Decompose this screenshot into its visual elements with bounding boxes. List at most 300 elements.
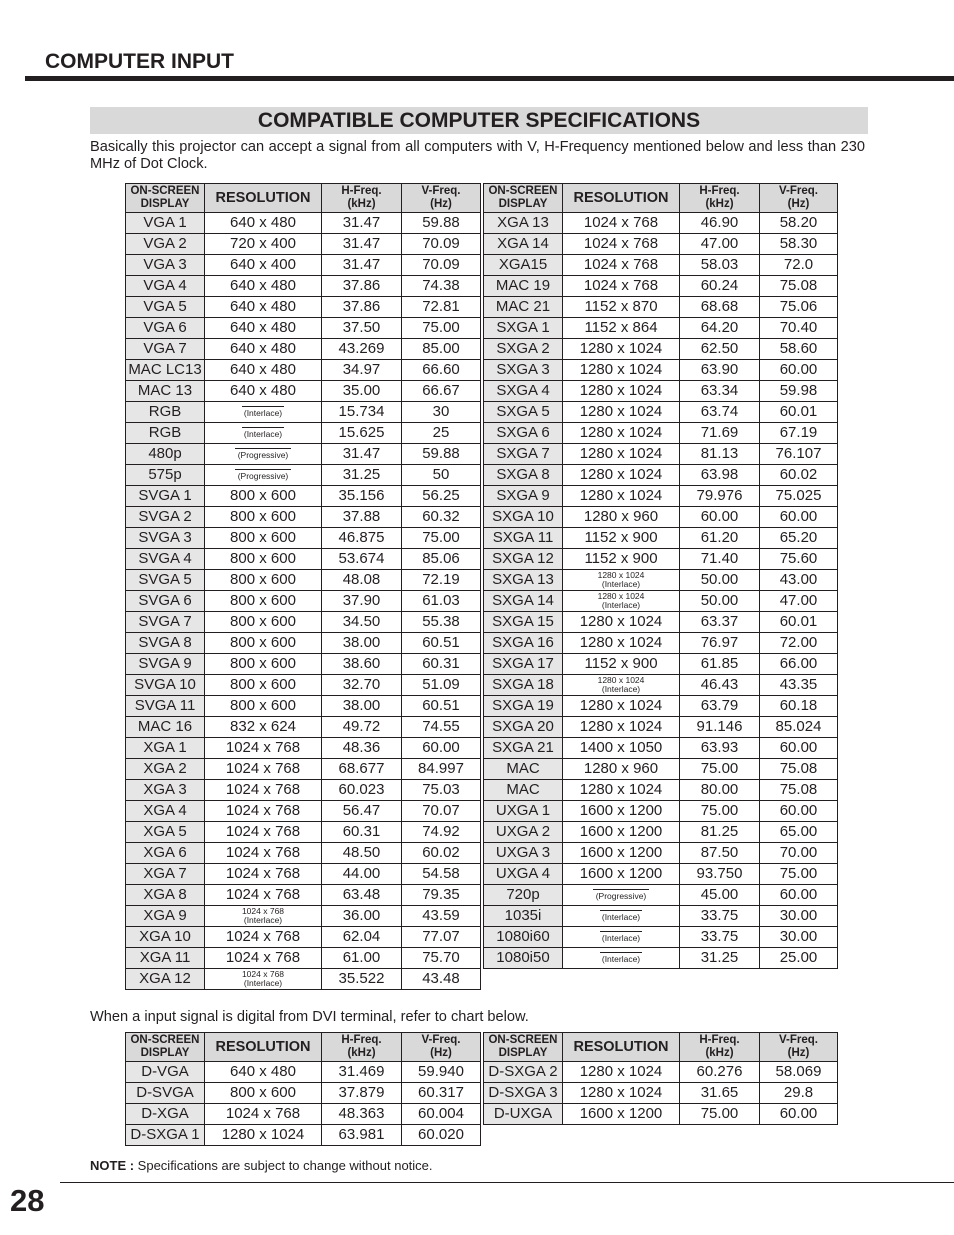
- header-resolution: RESOLUTION: [563, 1033, 680, 1062]
- header-rule: [25, 76, 954, 81]
- cell-vfreq: 65.00: [760, 822, 838, 843]
- table-row: [484, 255, 838, 276]
- cell-display: SXGA 1: [484, 318, 563, 339]
- table-row: [126, 297, 481, 318]
- cell-hfreq: 63.74: [680, 402, 760, 423]
- cell-hfreq: 33.75: [680, 927, 760, 948]
- cell-vfreq: 85.024: [760, 717, 838, 738]
- cell-resolution: [563, 927, 680, 948]
- cell-hfreq: 53.674: [322, 549, 402, 570]
- cell-display: SVGA 4: [126, 549, 205, 570]
- cell-vfreq: 60.18: [760, 696, 838, 717]
- cell-hfreq: 63.90: [680, 360, 760, 381]
- table-row: [484, 948, 838, 969]
- cell-display: VGA 6: [126, 318, 205, 339]
- note-text: Specifications are subject to change without notice.: [134, 1158, 433, 1173]
- table-row: [126, 633, 481, 654]
- cell-display: SXGA 17: [484, 654, 563, 675]
- cell-display: SVGA 2: [126, 507, 205, 528]
- cell-hfreq: 93.750: [680, 864, 760, 885]
- cell-hfreq: 64.20: [680, 318, 760, 339]
- cell-hfreq: 63.34: [680, 381, 760, 402]
- cell-vfreq: 79.35: [402, 885, 481, 906]
- cell-display: XGA 9: [126, 906, 205, 927]
- cell-hfreq: 60.24: [680, 276, 760, 297]
- table-row: [484, 675, 838, 696]
- table-row: [484, 486, 838, 507]
- cell-display: SXGA 12: [484, 549, 563, 570]
- cell-display: D-XGA: [126, 1104, 205, 1125]
- cell-resolution: 800 x 600: [205, 633, 322, 654]
- footnote: [90, 1158, 433, 1173]
- cell-hfreq: 48.36: [322, 738, 402, 759]
- resolution-value: 1024 x 768: [241, 906, 285, 916]
- cell-resolution: 720 x 400: [205, 234, 322, 255]
- cell-vfreq: 59.940: [402, 1062, 481, 1083]
- cell-vfreq: 74.55: [402, 717, 481, 738]
- cell-resolution: [563, 570, 680, 591]
- cell-vfreq: 75.025: [760, 486, 838, 507]
- table-row: [484, 234, 838, 255]
- cell-resolution: 1024 x 768: [205, 822, 322, 843]
- table-row: [484, 549, 838, 570]
- cell-vfreq: 60.317: [402, 1083, 481, 1104]
- table-row: [126, 591, 481, 612]
- cell-resolution: 800 x 600: [205, 549, 322, 570]
- cell-vfreq: 50: [402, 465, 481, 486]
- cell-hfreq: 68.677: [322, 759, 402, 780]
- cell-resolution: 1280 x 1024: [563, 339, 680, 360]
- cell-display: XGA 5: [126, 822, 205, 843]
- cell-vfreq: 51.09: [402, 675, 481, 696]
- table-row: [126, 276, 481, 297]
- table-row: [484, 1062, 838, 1083]
- table-row: [484, 465, 838, 486]
- cell-vfreq: 30.00: [760, 927, 838, 948]
- cell-vfreq: 60.51: [402, 633, 481, 654]
- cell-display: VGA 4: [126, 276, 205, 297]
- cell-hfreq: 31.25: [680, 948, 760, 969]
- cell-display: XGA 10: [126, 927, 205, 948]
- cell-display: 1080i60: [484, 927, 563, 948]
- cell-display: 575p: [126, 465, 205, 486]
- cell-display: MAC 19: [484, 276, 563, 297]
- cell-display: SXGA 14: [484, 591, 563, 612]
- cell-resolution: 1280 x 1024: [563, 1062, 680, 1083]
- cell-display: XGA 14: [484, 234, 563, 255]
- cell-display: SXGA 10: [484, 507, 563, 528]
- cell-display: D-VGA: [126, 1062, 205, 1083]
- scan-mode-label: (Interlace): [601, 684, 641, 694]
- cell-resolution: 800 x 600: [205, 591, 322, 612]
- cell-hfreq: 36.00: [322, 906, 402, 927]
- scan-mode-label: (Interlace): [243, 978, 283, 988]
- cell-hfreq: 37.88: [322, 507, 402, 528]
- cell-hfreq: 62.50: [680, 339, 760, 360]
- cell-display: 720p: [484, 885, 563, 906]
- cell-hfreq: 63.98: [680, 465, 760, 486]
- cell-vfreq: 30.00: [760, 906, 838, 927]
- cell-display: VGA 1: [126, 213, 205, 234]
- cell-display: 1080i50: [484, 948, 563, 969]
- cell-resolution: [563, 675, 680, 696]
- dvi-intro: When a input signal is digital from DVI terminal, refer to chart below.: [90, 1009, 529, 1025]
- cell-vfreq: 30: [402, 402, 481, 423]
- cell-hfreq: 50.00: [680, 591, 760, 612]
- table-row: [484, 843, 838, 864]
- cell-hfreq: 38.00: [322, 696, 402, 717]
- cell-hfreq: 91.146: [680, 717, 760, 738]
- cell-display: D-UXGA: [484, 1104, 563, 1125]
- table-row: [126, 444, 481, 465]
- cell-vfreq: 25.00: [760, 948, 838, 969]
- cell-vfreq: 60.00: [760, 801, 838, 822]
- table-row: [126, 528, 481, 549]
- cell-hfreq: 31.65: [680, 1083, 760, 1104]
- dvi-table-left: [125, 1032, 481, 1146]
- cell-hfreq: 44.00: [322, 864, 402, 885]
- cell-hfreq: 50.00: [680, 570, 760, 591]
- table-header-row: [126, 184, 481, 213]
- cell-resolution: 640 x 480: [205, 297, 322, 318]
- resolution-value: 1280 x 1024: [597, 570, 645, 580]
- cell-hfreq: 46.43: [680, 675, 760, 696]
- table-header-row: [484, 1033, 838, 1062]
- cell-hfreq: 60.00: [680, 507, 760, 528]
- table-row: [484, 507, 838, 528]
- cell-hfreq: 35.156: [322, 486, 402, 507]
- table-row: [484, 864, 838, 885]
- cell-resolution: 1280 x 1024: [563, 402, 680, 423]
- cell-display: SVGA 11: [126, 696, 205, 717]
- cell-resolution: 1024 x 768: [563, 255, 680, 276]
- cell-vfreq: 60.00: [760, 507, 838, 528]
- cell-resolution: 1152 x 864: [563, 318, 680, 339]
- cell-display: SXGA 16: [484, 633, 563, 654]
- cell-resolution: 640 x 480: [205, 381, 322, 402]
- cell-resolution: 1280 x 1024: [563, 381, 680, 402]
- table-row: [126, 675, 481, 696]
- cell-hfreq: 56.47: [322, 801, 402, 822]
- cell-resolution: 1280 x 1024: [563, 486, 680, 507]
- table-row: [484, 360, 838, 381]
- table-row: [126, 696, 481, 717]
- cell-display: UXGA 1: [484, 801, 563, 822]
- cell-resolution: 1024 x 768: [563, 213, 680, 234]
- cell-display: XGA 4: [126, 801, 205, 822]
- table-header-row: [484, 184, 838, 213]
- cell-resolution: 640 x 480: [205, 276, 322, 297]
- cell-resolution: [205, 906, 322, 927]
- cell-resolution: 1280 x 1024: [563, 612, 680, 633]
- cell-hfreq: 31.47: [322, 213, 402, 234]
- cell-resolution: 640 x 400: [205, 255, 322, 276]
- cell-hfreq: 34.50: [322, 612, 402, 633]
- cell-vfreq: 60.02: [402, 843, 481, 864]
- cell-hfreq: 37.86: [322, 276, 402, 297]
- cell-resolution: 832 x 624: [205, 717, 322, 738]
- cell-vfreq: 75.00: [402, 528, 481, 549]
- table-row: [126, 927, 481, 948]
- table-row: [126, 906, 481, 927]
- cell-resolution: 800 x 600: [205, 696, 322, 717]
- cell-resolution: [205, 402, 322, 423]
- table-row: [126, 738, 481, 759]
- cell-vfreq: 67.19: [760, 423, 838, 444]
- scan-mode-label: (Interlace): [243, 915, 283, 925]
- header-vfreq: V-Freq. (Hz): [760, 1033, 838, 1062]
- table-row: [126, 1104, 481, 1125]
- cell-resolution: 1600 x 1200: [563, 1104, 680, 1125]
- cell-hfreq: 61.85: [680, 654, 760, 675]
- cell-vfreq: 74.92: [402, 822, 481, 843]
- table-row: [484, 339, 838, 360]
- cell-vfreq: 66.60: [402, 360, 481, 381]
- cell-vfreq: 60.02: [760, 465, 838, 486]
- table-row: [484, 654, 838, 675]
- cell-vfreq: 43.48: [402, 969, 481, 990]
- table-row: [484, 633, 838, 654]
- page-title: COMPATIBLE COMPUTER SPECIFICATIONS: [90, 107, 868, 134]
- table-row: [126, 465, 481, 486]
- cell-resolution: 800 x 600: [205, 528, 322, 549]
- cell-hfreq: 76.97: [680, 633, 760, 654]
- cell-hfreq: 43.269: [322, 339, 402, 360]
- cell-resolution: 1280 x 1024: [563, 717, 680, 738]
- table-row: [126, 654, 481, 675]
- cell-resolution: 1024 x 768: [205, 885, 322, 906]
- cell-hfreq: 60.276: [680, 1062, 760, 1083]
- table-row: [126, 486, 481, 507]
- cell-hfreq: 63.48: [322, 885, 402, 906]
- table-row: [126, 612, 481, 633]
- cell-display: SXGA 18: [484, 675, 563, 696]
- cell-display: VGA 7: [126, 339, 205, 360]
- cell-vfreq: 70.00: [760, 843, 838, 864]
- cell-vfreq: 47.00: [760, 591, 838, 612]
- cell-resolution: 640 x 480: [205, 360, 322, 381]
- cell-display: SVGA 7: [126, 612, 205, 633]
- cell-display: SXGA 15: [484, 612, 563, 633]
- intro-paragraph: Basically this projector can accept a signal from all computers with V, H-Frequency mentioned below and less than 230 MHz of Dot Clock.: [90, 139, 865, 172]
- cell-resolution: 1280 x 1024: [563, 423, 680, 444]
- cell-hfreq: 48.50: [322, 843, 402, 864]
- cell-resolution: 1024 x 768: [205, 948, 322, 969]
- cell-display: XGA 8: [126, 885, 205, 906]
- table-row: [126, 885, 481, 906]
- table-row: [484, 927, 838, 948]
- cell-display: RGB: [126, 423, 205, 444]
- cell-vfreq: 85.06: [402, 549, 481, 570]
- table-row: [484, 906, 838, 927]
- cell-resolution: 800 x 600: [205, 507, 322, 528]
- cell-vfreq: 56.25: [402, 486, 481, 507]
- cell-hfreq: 46.875: [322, 528, 402, 549]
- cell-vfreq: 58.069: [760, 1062, 838, 1083]
- table-row: [484, 213, 838, 234]
- header-resolution: RESOLUTION: [205, 1033, 322, 1062]
- cell-hfreq: 31.47: [322, 444, 402, 465]
- table-row: [126, 255, 481, 276]
- cell-resolution: 1152 x 870: [563, 297, 680, 318]
- cell-vfreq: 74.38: [402, 276, 481, 297]
- cell-resolution: 1280 x 1024: [205, 1125, 322, 1146]
- cell-display: XGA15: [484, 255, 563, 276]
- cell-hfreq: 45.00: [680, 885, 760, 906]
- table-row: [126, 234, 481, 255]
- cell-resolution: 1400 x 1050: [563, 738, 680, 759]
- table-row: [484, 738, 838, 759]
- table-row: [126, 948, 481, 969]
- cell-vfreq: 70.09: [402, 255, 481, 276]
- header-display: ON-SCREEN DISPLAY: [126, 184, 205, 213]
- table-row: [126, 339, 481, 360]
- table-row: [126, 822, 481, 843]
- cell-hfreq: 32.70: [322, 675, 402, 696]
- cell-vfreq: 60.020: [402, 1125, 481, 1146]
- cell-vfreq: 59.88: [402, 213, 481, 234]
- cell-resolution: 1600 x 1200: [563, 822, 680, 843]
- table-row: [484, 696, 838, 717]
- cell-vfreq: 60.01: [760, 402, 838, 423]
- cell-resolution: 1152 x 900: [563, 528, 680, 549]
- table-row: [126, 507, 481, 528]
- cell-resolution: 1024 x 768: [205, 843, 322, 864]
- cell-display: SXGA 4: [484, 381, 563, 402]
- cell-display: SVGA 5: [126, 570, 205, 591]
- cell-display: XGA 11: [126, 948, 205, 969]
- cell-hfreq: 68.68: [680, 297, 760, 318]
- cell-vfreq: 29.8: [760, 1083, 838, 1104]
- cell-hfreq: 15.625: [322, 423, 402, 444]
- cell-vfreq: 65.20: [760, 528, 838, 549]
- cell-vfreq: 54.58: [402, 864, 481, 885]
- cell-display: VGA 5: [126, 297, 205, 318]
- scan-mode-label: (Interlace): [243, 429, 283, 439]
- cell-resolution: 1024 x 768: [205, 801, 322, 822]
- resolution-value: 1280 x 1024: [597, 591, 645, 601]
- cell-hfreq: 48.08: [322, 570, 402, 591]
- table-row: [484, 759, 838, 780]
- table-row: [484, 801, 838, 822]
- cell-display: SXGA 3: [484, 360, 563, 381]
- scan-mode-label: (Progressive): [235, 469, 291, 481]
- cell-vfreq: 60.00: [760, 1104, 838, 1125]
- scan-mode-label: (Interlace): [601, 933, 641, 943]
- cell-hfreq: 37.90: [322, 591, 402, 612]
- cell-vfreq: 75.00: [760, 864, 838, 885]
- cell-vfreq: 72.81: [402, 297, 481, 318]
- page-number: 28: [10, 1183, 45, 1218]
- cell-vfreq: 60.00: [760, 885, 838, 906]
- table-row: [126, 423, 481, 444]
- cell-resolution: 640 x 480: [205, 1062, 322, 1083]
- cell-resolution: 1152 x 900: [563, 549, 680, 570]
- table-row: [484, 885, 838, 906]
- cell-vfreq: 60.00: [402, 738, 481, 759]
- cell-hfreq: 31.469: [322, 1062, 402, 1083]
- cell-vfreq: 75.70: [402, 948, 481, 969]
- cell-resolution: 800 x 600: [205, 654, 322, 675]
- header-hfreq: H-Freq. (kHz): [322, 184, 402, 213]
- cell-display: XGA 12: [126, 969, 205, 990]
- header-display: ON-SCREEN DISPLAY: [484, 184, 563, 213]
- table-row: [484, 444, 838, 465]
- cell-display: VGA 2: [126, 234, 205, 255]
- scan-mode-label: (Interlace): [601, 912, 641, 922]
- cell-hfreq: 71.40: [680, 549, 760, 570]
- cell-resolution: 1280 x 1024: [563, 633, 680, 654]
- cell-hfreq: 38.60: [322, 654, 402, 675]
- cell-hfreq: 61.20: [680, 528, 760, 549]
- spec-table-left: [125, 183, 481, 990]
- header-hfreq: H-Freq. (kHz): [322, 1033, 402, 1062]
- cell-hfreq: 37.86: [322, 297, 402, 318]
- cell-vfreq: 59.98: [760, 381, 838, 402]
- cell-vfreq: 77.07: [402, 927, 481, 948]
- cell-resolution: [205, 969, 322, 990]
- cell-resolution: 800 x 600: [205, 675, 322, 696]
- cell-display: SVGA 10: [126, 675, 205, 696]
- cell-hfreq: 71.69: [680, 423, 760, 444]
- cell-vfreq: 75.00: [402, 318, 481, 339]
- cell-display: MAC 21: [484, 297, 563, 318]
- cell-hfreq: 63.981: [322, 1125, 402, 1146]
- scan-mode-label: (Progressive): [593, 889, 649, 901]
- cell-hfreq: 33.75: [680, 906, 760, 927]
- cell-display: SXGA 19: [484, 696, 563, 717]
- cell-resolution: 1600 x 1200: [563, 864, 680, 885]
- table-row: [126, 759, 481, 780]
- header-hfreq: H-Freq. (kHz): [680, 184, 760, 213]
- cell-vfreq: 58.20: [760, 213, 838, 234]
- table-row: [484, 1083, 838, 1104]
- cell-hfreq: 49.72: [322, 717, 402, 738]
- cell-resolution: 1280 x 1024: [563, 465, 680, 486]
- cell-vfreq: 76.107: [760, 444, 838, 465]
- cell-display: SXGA 6: [484, 423, 563, 444]
- cell-vfreq: 60.31: [402, 654, 481, 675]
- cell-resolution: 1280 x 1024: [563, 1083, 680, 1104]
- cell-display: XGA 1: [126, 738, 205, 759]
- cell-vfreq: 61.03: [402, 591, 481, 612]
- table-row: [126, 360, 481, 381]
- header-resolution: RESOLUTION: [563, 184, 680, 213]
- cell-vfreq: 72.0: [760, 255, 838, 276]
- table-row: [126, 969, 481, 990]
- cell-display: SVGA 3: [126, 528, 205, 549]
- table-row: [484, 381, 838, 402]
- cell-hfreq: 62.04: [322, 927, 402, 948]
- cell-display: MAC 13: [126, 381, 205, 402]
- resolution-value: 1280 x 1024: [597, 675, 645, 685]
- cell-vfreq: 59.88: [402, 444, 481, 465]
- cell-hfreq: 46.90: [680, 213, 760, 234]
- cell-hfreq: 34.97: [322, 360, 402, 381]
- cell-hfreq: 31.47: [322, 234, 402, 255]
- scan-mode-label: (Progressive): [235, 448, 291, 460]
- cell-vfreq: 70.07: [402, 801, 481, 822]
- cell-resolution: 1024 x 768: [205, 759, 322, 780]
- cell-display: UXGA 2: [484, 822, 563, 843]
- cell-display: SVGA 1: [126, 486, 205, 507]
- cell-vfreq: 72.19: [402, 570, 481, 591]
- table-row: [126, 780, 481, 801]
- cell-resolution: [205, 444, 322, 465]
- section-title: COMPUTER INPUT: [45, 50, 234, 73]
- cell-hfreq: 31.25: [322, 465, 402, 486]
- cell-resolution: [563, 906, 680, 927]
